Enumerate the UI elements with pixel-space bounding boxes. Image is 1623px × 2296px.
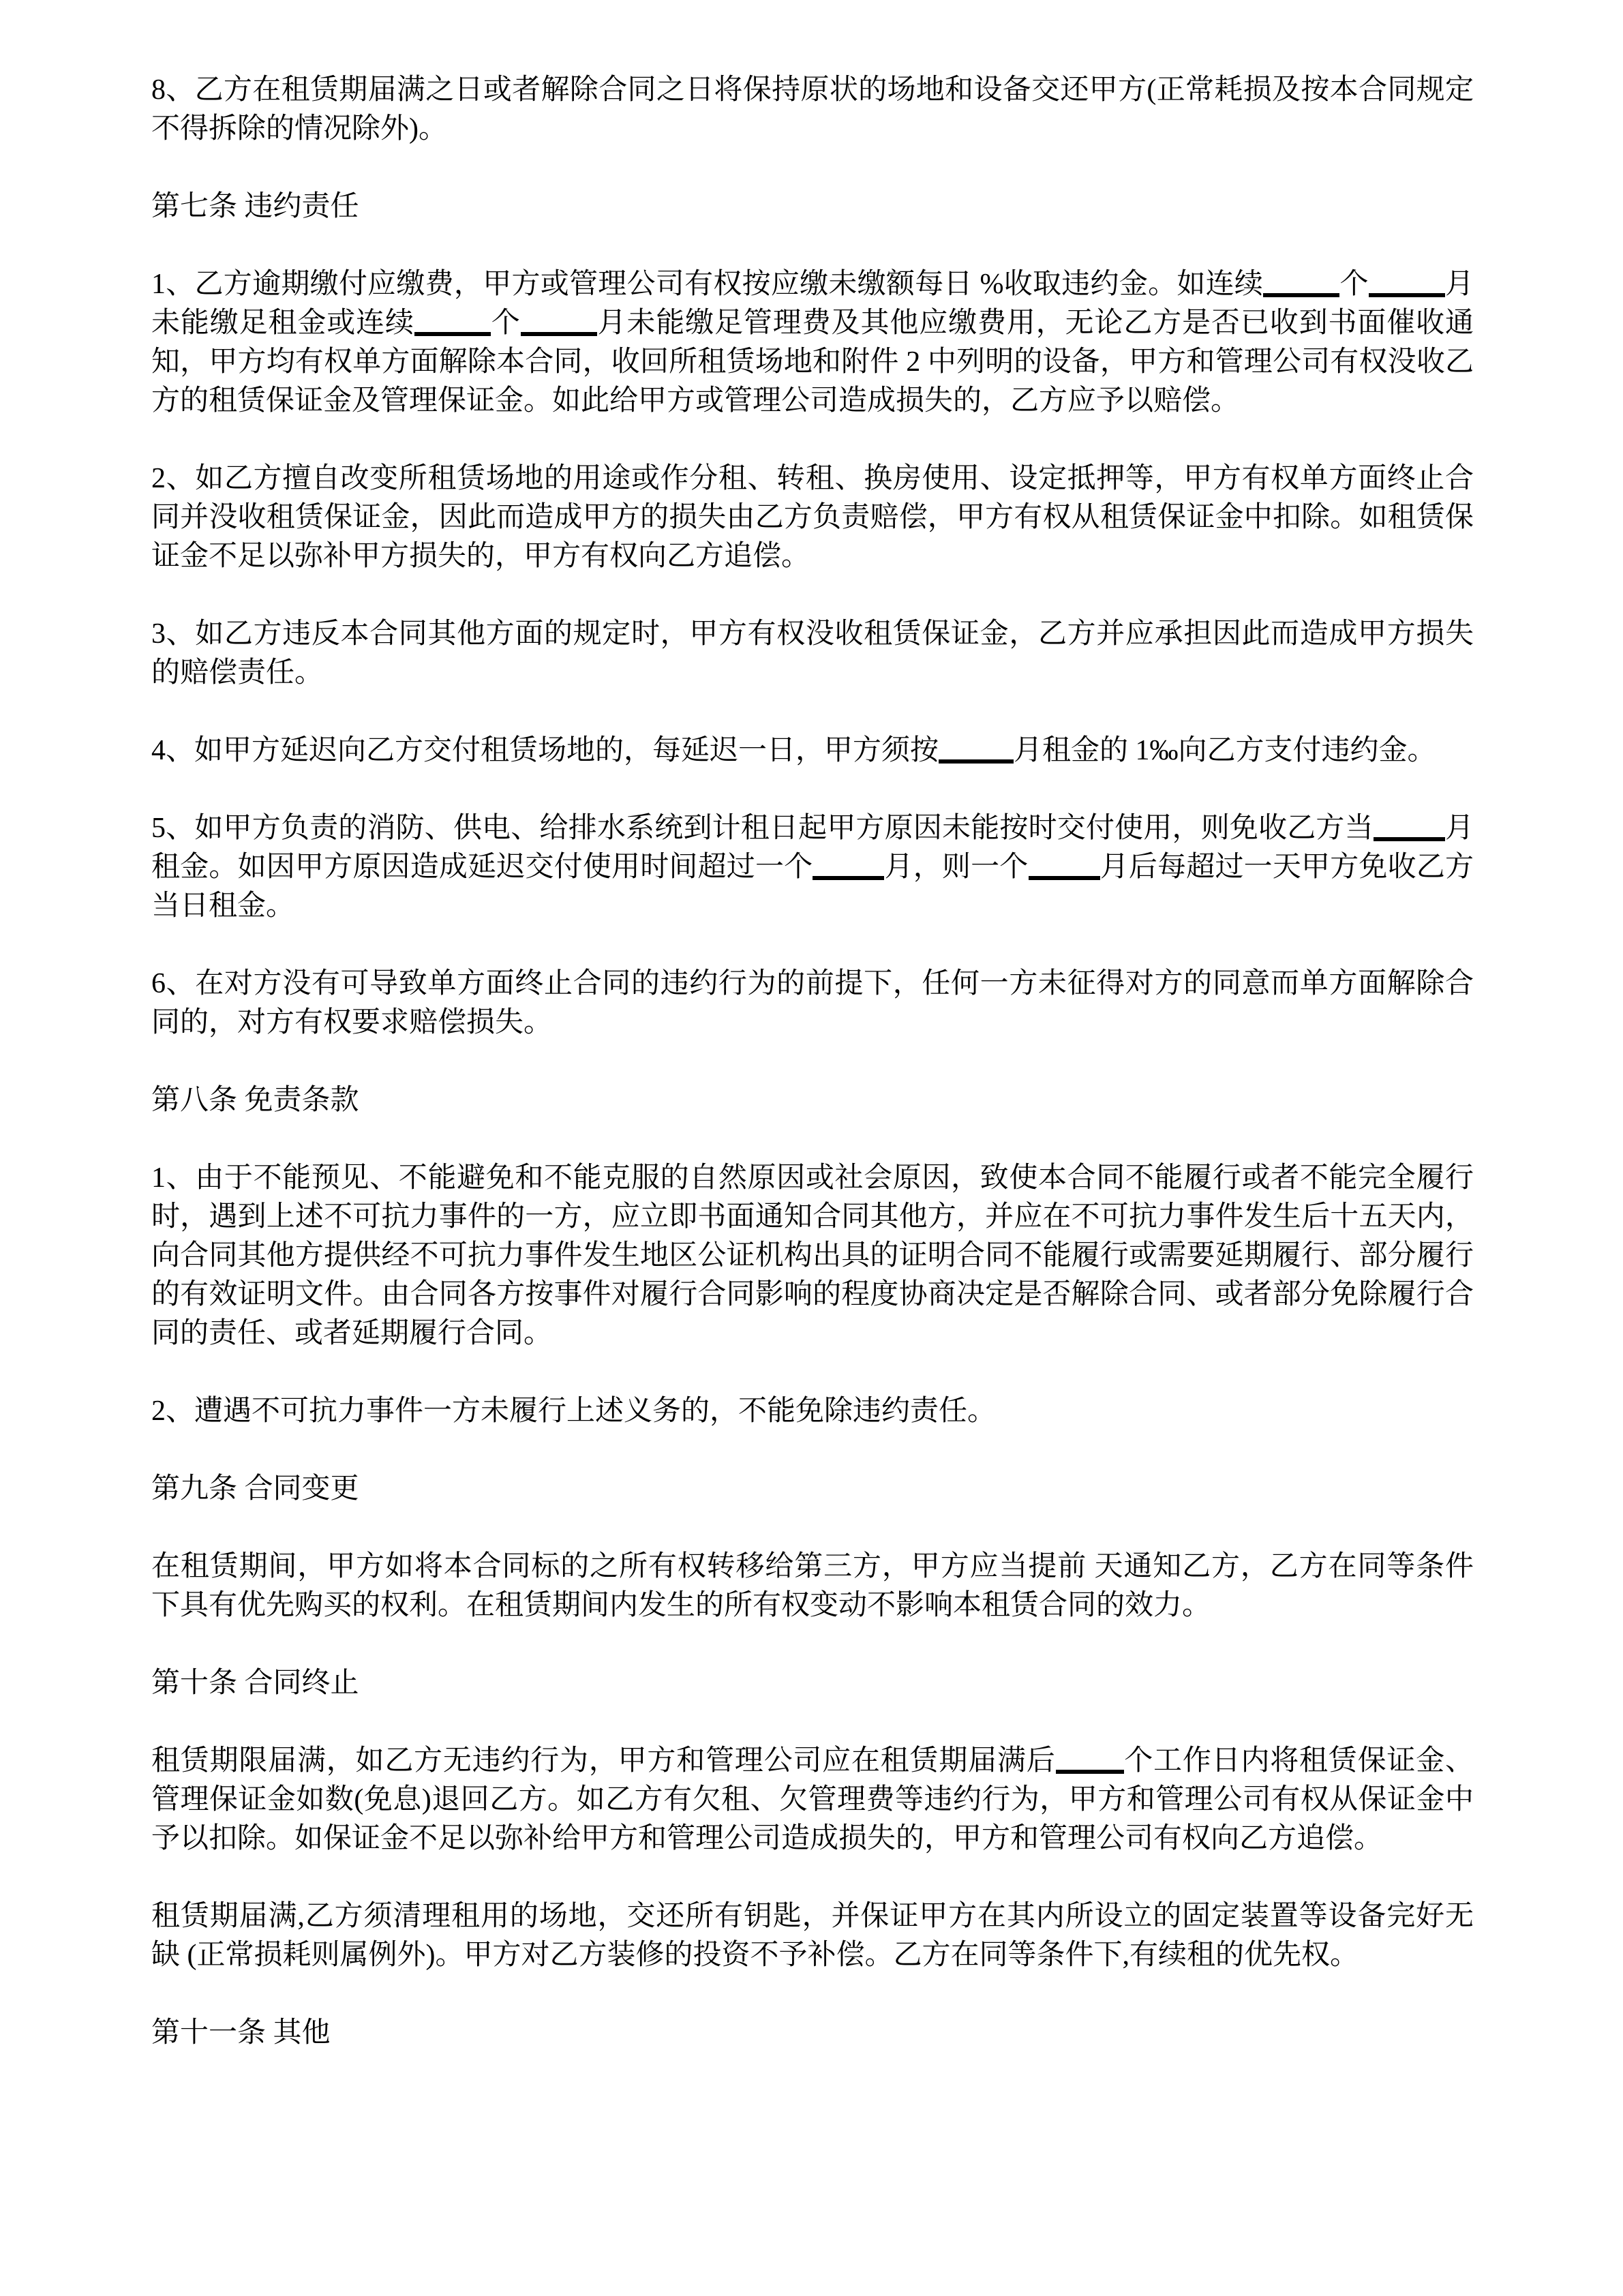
text-run: 在租赁期间，甲方如将本合同标的之所有权转移给第三方，甲方应当提前 天通知乙方，乙方在同等条件下具有优先购买的权利。在租赁期间内发生的所有权变动不影响本租赁合同的效力。 [151,1551,1474,1621]
paragraph [151,1547,1474,1625]
blank-fill-in-field [1369,274,1445,297]
text-run: 1、由于不能预见、不能避免和不能克服的自然原因或社会原因，致使本合同不能履行或者不能完全履行时，遇到上述不可抗力事件的一方，应立即书面通知合同其他方，并应在不可抗力事件发生后十五天内，向合同其他方提供经不可抗力事件发生地区公证机构出具的证明合同不能履行或需要延期履行、部分履行的有效证明文件。由合同各方按事件对履行合同影响的程度协商决定是否解除合同、或者部分免除履行合同的责任、或者延期履行合同。 [151,1162,1474,1349]
blank-fill-in-field [1029,857,1100,880]
blank-fill-in-field [813,857,884,880]
text-run: 第七条 违约责任 [151,191,359,222]
paragraph [151,1742,1474,1858]
section-heading [151,187,1474,226]
text-run: 2、遭遇不可抗力事件一方未履行上述义务的，不能免除违约责任。 [151,1395,997,1427]
paragraph [151,1159,1474,1353]
section-heading [151,1470,1474,1509]
paragraph [151,809,1474,926]
text-run: 月未能缴足租金或连续 [151,269,1474,339]
paragraph [151,965,1474,1042]
text-run: 月租金的 1‰向乙方支付违约金。 [1014,735,1436,766]
text-run: 3、如乙方违反本合同其他方面的规定时，甲方有权没收租赁保证金，乙方并应承担因此而造成甲方损失的赔偿责任。 [151,618,1474,689]
text-run: 个工作日内将租赁保证金、管理保证金如数(免息)退回乙方。如乙方有欠租、欠管理费等违约行为，甲方和管理公司有权从保证金中予以扣除。如保证金不足以弥补给甲方和管理公司造成损失的，甲方和管理公司有权向乙方追偿。 [151,1745,1474,1854]
text-run: 6、在对方没有可导致单方面终止合同的违约行为的前提下，任何一方未征得对方的同意而单方面解除合同的，对方有权要求赔偿损失。 [151,968,1474,1038]
text-run: 第十条 合同终止 [151,1667,359,1699]
paragraph [151,71,1474,149]
paragraph [151,615,1474,693]
paragraph [151,265,1474,421]
text-run: 月未能缴足管理费及其他应缴费用，无论乙方是否已收到书面催收通知，甲方均有权单方面解除本合同，收回所租赁场地和附件 2 中列明的设备，甲方和管理公司有权没收乙方的租赁保证金及管理保证金。如此给甲方或管理公司造成损失的，乙方应予以赔偿。 [151,307,1474,417]
section-heading [151,2014,1474,2053]
blank-fill-in-field [521,313,597,336]
text-run: 月租金。如因甲方原因造成延迟交付使用时间超过一个 [151,813,1474,883]
text-run: 5、如甲方负责的消防、供电、给排水系统到计租日起甲方原因未能按时交付使用，则免收乙方当 [151,813,1374,844]
section-heading [151,1081,1474,1120]
text-run: 第九条 合同变更 [151,1473,359,1505]
blank-fill-in-field [1056,1751,1124,1774]
text-run: 第八条 免责条款 [151,1085,359,1116]
text-run: 月，则一个 [884,851,1029,883]
blank-fill-in-field [1263,274,1339,297]
text-run: 4、如甲方延迟向乙方交付租赁场地的，每延迟一日，甲方须按 [151,735,939,766]
text-run: 个 [490,307,521,339]
section-heading [151,1664,1474,1703]
text-run: 租赁期届满,乙方须清理租用的场地，交还所有钥匙，并保证甲方在其内所设立的固定装置等设备完好无缺 (正常损耗则属例外)。甲方对乙方装修的投资不予补偿。乙方在同等条件下,有续租的优先权。 [151,1901,1474,1971]
text-run: 月后每超过一天甲方免收乙方当日租金。 [151,851,1474,922]
blank-fill-in-field [414,313,491,336]
paragraph [151,1897,1474,1975]
text-run: 1、乙方逾期缴付应缴费，甲方或管理公司有权按应缴未缴额每日 %收取违约金。如连续 [151,269,1264,300]
document-body [151,71,1474,2053]
blank-fill-in-field [939,740,1014,764]
paragraph [151,731,1474,770]
text-run: 8、乙方在租赁期届满之日或者解除合同之日将保持原状的场地和设备交还甲方(正常耗损及按本合同规定不得拆除的情况除外)。 [151,74,1474,145]
text-run: 第十一条 其他 [151,2017,331,2049]
blank-fill-in-field [1374,818,1445,841]
text-run: 2、如乙方擅自改变所租赁场地的用途或作分租、转租、换房使用、设定抵押等，甲方有权单方面终止合同并没收租赁保证金，因此而造成甲方的损失由乙方负责赔偿，甲方有权从租赁保证金中扣除。如租赁保证金不足以弥补甲方损失的，甲方有权向乙方追偿。 [151,463,1474,572]
paragraph [151,1392,1474,1431]
text-run: 个 [1339,269,1369,300]
text-run: 租赁期限届满，如乙方无违约行为，甲方和管理公司应在租赁期届满后 [151,1745,1056,1777]
paragraph [151,459,1474,576]
